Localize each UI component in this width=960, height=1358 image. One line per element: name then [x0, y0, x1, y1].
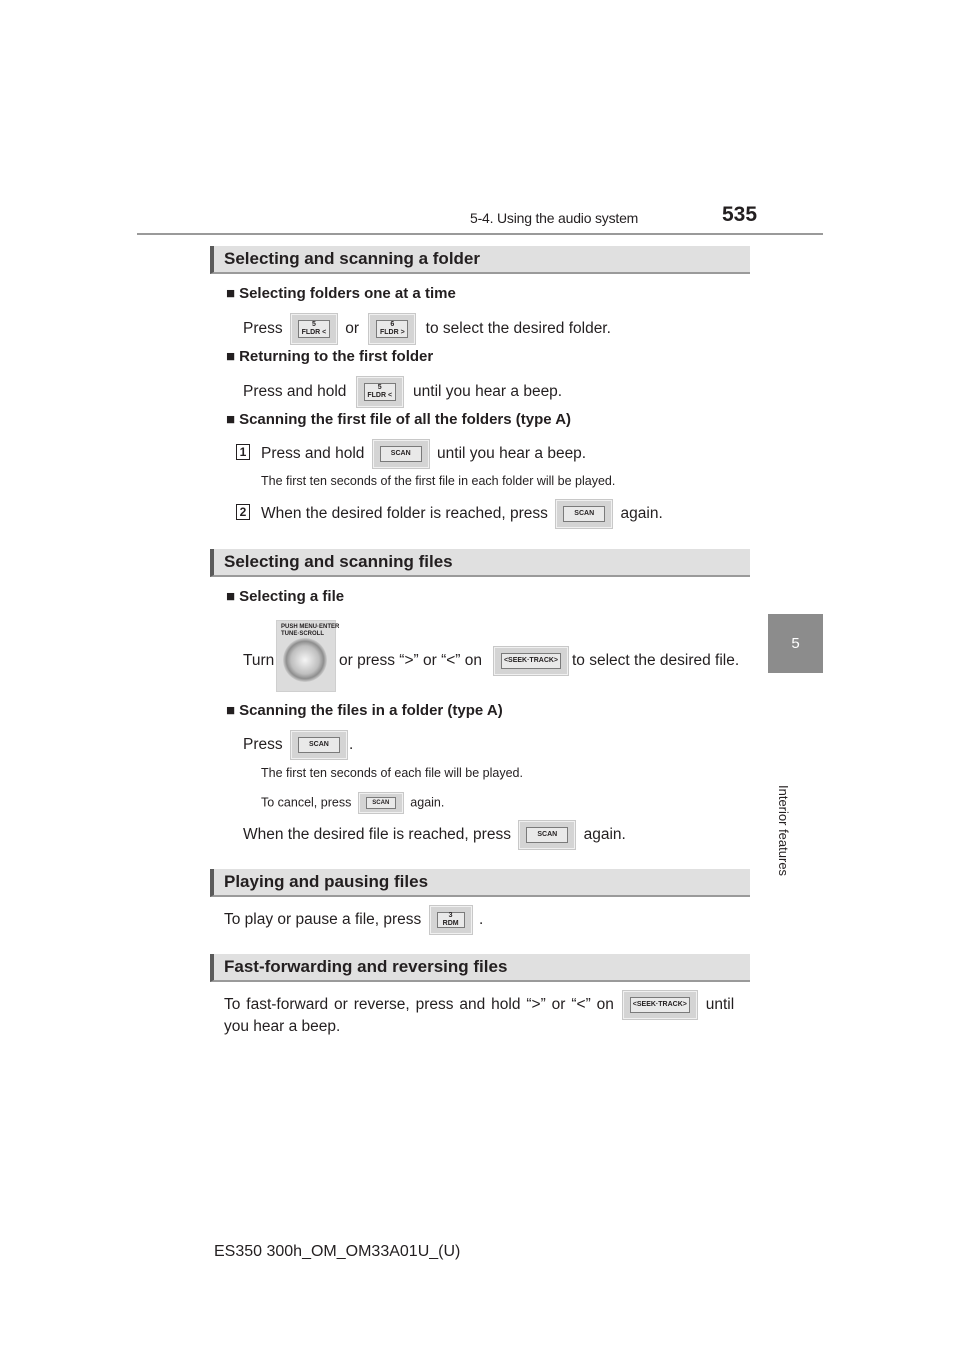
scan-button[interactable] — [359, 793, 403, 813]
instruction-text: again. — [583, 826, 626, 844]
subheading: ■ Returning to the first folder — [226, 348, 434, 365]
knob-label-line1: PUSH MENU·ENTER — [281, 624, 340, 630]
instruction-text: To fast-forward or reverse, press and hold “>” or “<” on — [224, 996, 614, 1014]
instruction-text: to select the desired folder. — [425, 320, 611, 338]
section-title: Selecting and scanning files — [224, 552, 453, 571]
page-number: 535 — [722, 203, 758, 226]
instruction-text: until you hear a beep. — [413, 383, 563, 401]
step-number-text: 2 — [236, 504, 250, 520]
instruction-line — [243, 314, 611, 344]
note-text: The first ten seconds of each file will be played. — [261, 766, 523, 780]
chapter-tab-label — [776, 740, 816, 877]
step-number-2 — [236, 503, 250, 521]
folder-up-button[interactable] — [369, 314, 415, 344]
instruction-line — [261, 500, 663, 528]
seek-track-button[interactable] — [494, 647, 568, 675]
section-header-folder — [210, 246, 750, 274]
instruction-text: Press and hold — [243, 383, 347, 401]
play-pause-button[interactable] — [430, 906, 472, 934]
folder-down-button[interactable] — [291, 314, 337, 344]
instruction-text: . — [348, 736, 354, 754]
section-title: Fast-forwarding and reversing files — [224, 957, 508, 976]
note-text: The first ten seconds of the first file in each folder will be played. — [261, 474, 616, 488]
button-label: 5 FLDR < — [298, 320, 330, 338]
instruction-text: until — [705, 996, 735, 1014]
subheading-text: Scanning the first file of all the folders (type A) — [239, 411, 572, 428]
subheading-text: Selecting a file — [239, 588, 345, 605]
instruction-line — [224, 906, 483, 934]
instruction-line — [261, 440, 586, 468]
subheading-text: Selecting folders one at a time — [239, 285, 456, 302]
instruction-text: or press “>” or “<” on — [339, 652, 482, 669]
button-label: SCAN — [526, 827, 568, 843]
instruction-text: When the desired folder is reached, press — [261, 505, 548, 523]
subheading: ■ Selecting folders one at a time — [226, 285, 456, 302]
chapter-title: 5-4. Using the audio system — [470, 210, 639, 226]
instruction-text: Press and hold — [261, 445, 365, 463]
button-label: 5 FLDR < — [364, 383, 396, 401]
instruction-line — [243, 821, 626, 849]
instruction-line — [243, 377, 562, 407]
instruction-text: until you hear a beep. — [437, 445, 587, 463]
chapter-tab-label-text: Interior features — [776, 785, 791, 877]
knob-label-line2: TUNE·SCROLL — [281, 631, 324, 637]
section-title: Playing and pausing files — [224, 872, 429, 891]
scan-button[interactable] — [291, 731, 347, 759]
instruction-text: to select the desired file. — [572, 652, 740, 669]
instruction-text: Turn — [243, 652, 275, 669]
button-label: SCAN — [380, 446, 422, 462]
chapter-tab-number: 5 — [791, 635, 800, 652]
chapter-tab — [768, 614, 823, 673]
step-number-1 — [236, 443, 250, 461]
subheading: ■ Scanning the files in a folder (type A) — [226, 702, 503, 719]
folder-down-button[interactable] — [357, 377, 403, 407]
button-label: 6 FLDR > — [376, 320, 408, 338]
section-header-ff — [210, 954, 750, 982]
header-rule — [137, 233, 823, 235]
subheading: ■ Selecting a file — [226, 588, 345, 605]
button-label: <SEEK·TRACK> — [630, 997, 690, 1013]
section-header-play — [210, 869, 750, 897]
note-text: again. — [410, 795, 445, 810]
instruction-text: . — [478, 911, 484, 929]
instruction-text: or — [345, 320, 360, 338]
subheading-text: Scanning the files in a folder (type A) — [239, 702, 503, 719]
instruction-text: To play or pause a file, press — [224, 911, 422, 929]
button-label: 3 RDM — [437, 912, 465, 928]
section-title: Selecting and scanning a folder — [224, 249, 480, 268]
note-line — [261, 793, 444, 813]
instruction-text: you hear a beep. — [224, 1018, 341, 1035]
seek-track-button[interactable] — [623, 991, 697, 1019]
instruction-line — [224, 991, 746, 1019]
footer-model-code: ES350 300h_OM_OM33A01U_(U) — [214, 1243, 461, 1260]
button-label: <SEEK·TRACK> — [501, 653, 561, 669]
scan-button[interactable] — [519, 821, 575, 849]
instruction-text: Press — [243, 320, 283, 338]
button-label: SCAN — [563, 506, 605, 522]
instruction-text: Press — [243, 736, 283, 754]
subheading-text: Returning to the first folder — [239, 348, 434, 365]
tune-scroll-knob[interactable] — [276, 620, 340, 692]
button-label: SCAN — [298, 737, 340, 753]
scan-button[interactable] — [373, 440, 429, 468]
subheading: ■ Scanning the first file of all the folders (type A) — [226, 411, 572, 428]
instruction-text: again. — [620, 505, 663, 523]
instruction-line — [243, 731, 353, 759]
section-header-files — [210, 549, 750, 577]
knob-dial-icon — [283, 638, 327, 682]
scan-button[interactable] — [556, 500, 612, 528]
note-text: To cancel, press — [261, 795, 352, 810]
button-label: SCAN — [366, 797, 396, 809]
step-number-text: 1 — [236, 444, 250, 460]
instruction-text: When the desired file is reached, press — [243, 826, 511, 844]
